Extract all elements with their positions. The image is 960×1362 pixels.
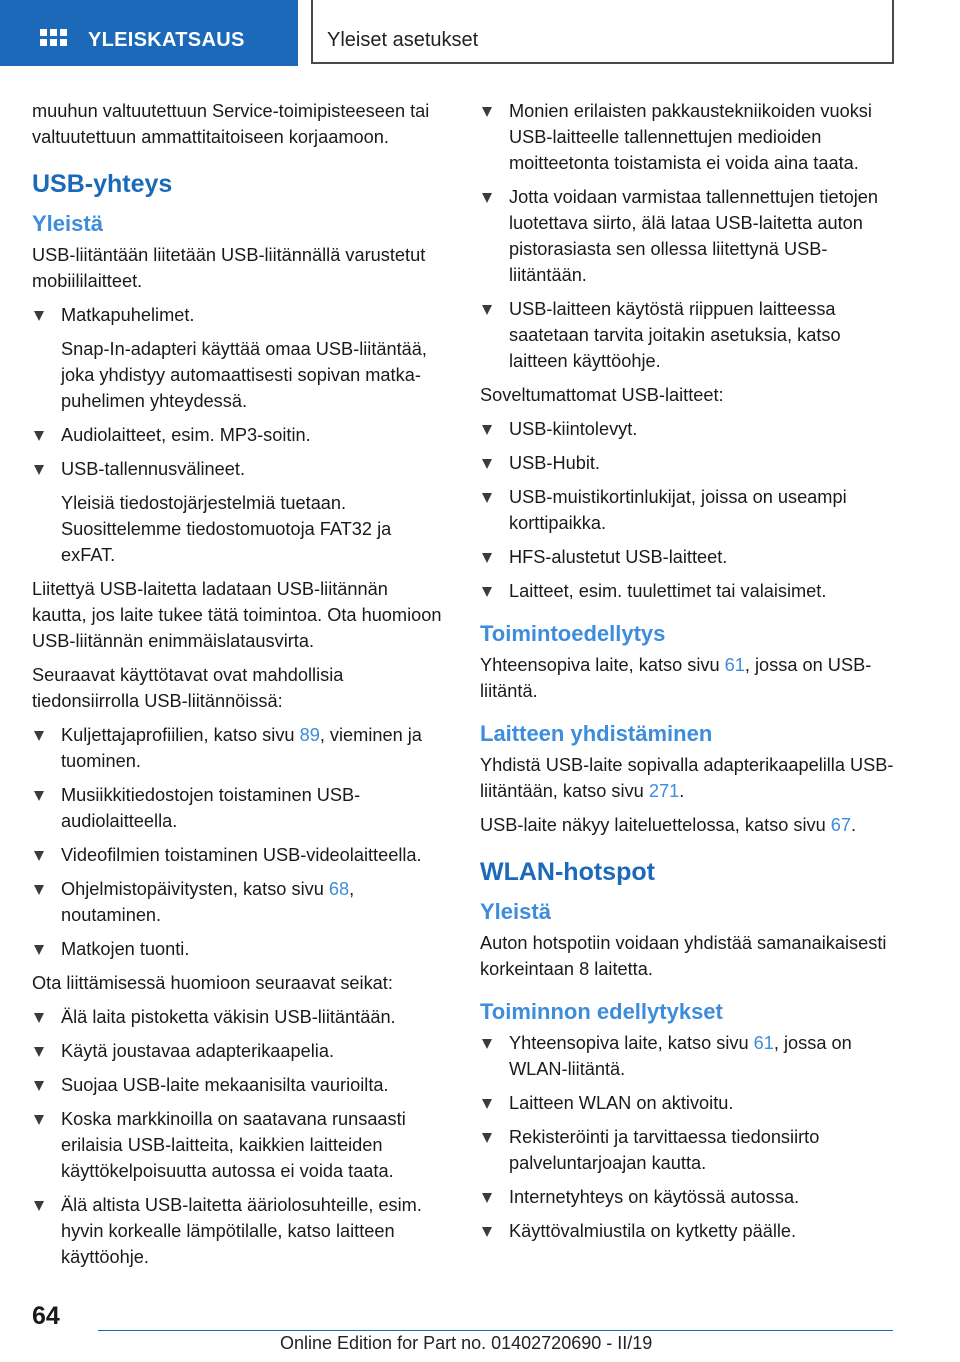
page-link[interactable]: 271 [648,781,680,801]
left-column [32,98,447,1278]
page-link[interactable]: 61 [753,1033,774,1053]
list-item: Audiolaitteet, esim. MP3-soitin. [32,422,447,448]
list-item: Laitteen WLAN on aktivoitu. [480,1090,900,1116]
topic-title: Yleiset asetukset [327,29,479,51]
list-item: Älä laita pistoketta väkisin USB-liitäntään. [32,1004,447,1030]
wlan-requirements-list [480,1030,900,1244]
page-link[interactable]: 67 [830,815,852,835]
list-item: Matkojen tuonti. [32,936,447,962]
wlan-heading: WLAN-hotspot [480,858,655,886]
list-item: Käyttövalmiustila on kytketty päälle. [480,1218,900,1244]
triangle-bullet-icon [34,885,44,895]
triangle-bullet-icon [482,305,492,315]
requirement-text: Yhteensopiva laite, katso sivu 61, jossa on USB-liitäntä. [480,655,872,701]
requirement-heading: Toimintoedellytys [480,621,666,646]
list-item: USB-kiintolevyt. [480,416,900,442]
list-item: USB-muistikortinlukijat, joissa on useampi korttipaikka. [480,484,900,536]
section-tab-label: YLEISKATSAUS [88,29,245,51]
edition-text: Online Edition for Part no. 01402720690 - II/19 [280,1333,653,1353]
connect-text: Yhdistä USB-laite sopivalla adapterikaapelilla USB-liitäntään, katso sivu 271. [480,755,894,801]
triangle-bullet-icon [34,791,44,801]
list-item: Musiikkitiedostojen toistaminen USB-audiolaitteella. [32,782,447,834]
list-item: USB-Hubit. [480,450,900,476]
triangle-bullet-icon [482,587,492,597]
list-item: Monien erilaisten pakkaustekniikoiden vuoksi USB-laitteelle tallennettujen medioiden moitteetonta toistamista ei voida aina taata. [480,98,900,176]
triangle-bullet-icon [34,851,44,861]
page-link[interactable]: 89 [299,725,320,745]
triangle-bullet-icon [482,1227,492,1237]
notes-list [32,1004,447,1270]
triangle-bullet-icon [482,107,492,117]
list-item: Matkapuhelimet. Snap-In-adapteri käyttää omaa USB-liitäntää, joka yhdistyy automaattisesti sopivan matka-puhelimen yhteydessä. [32,302,447,414]
triangle-bullet-icon [34,1081,44,1091]
triangle-bullet-icon [34,431,44,441]
footer-divider [98,1330,893,1331]
list-item: Älä altista USB-laitetta ääriolosuhteille, esim. hyvin korkealle lämpötilalle, katso laitteen käyttöohje. [32,1192,447,1270]
connect-heading: Laitteen yhdistäminen [480,721,713,746]
list-item: Jotta voidaan varmistaa tallennettujen tietojen luotettava siirto, älä lataa USB-laitetta auton pistorasiasta sen ollessa liitettynä USB-liitäntään. [480,184,900,288]
triangle-bullet-icon [34,1115,44,1125]
list-item: Käytä joustavaa adapterikaapelia. [32,1038,447,1064]
device-list-text: USB-laite näkyy laiteluettelossa, katso sivu 67. [480,815,857,835]
list-item: Rekisteröinti ja tarvittaessa tiedonsiirto palveluntarjoajan kautta. [480,1124,900,1176]
device-list [32,302,447,568]
section-tab[interactable] [0,0,298,66]
usb-heading: USB-yhteys [32,170,173,198]
triangle-bullet-icon [482,1133,492,1143]
page-number: 64 [32,1302,60,1330]
list-item: Yhteensopiva laite, katso sivu 61, jossa on WLAN-liitäntä. [480,1030,900,1082]
triangle-bullet-icon [34,1013,44,1023]
triangle-bullet-icon [482,1193,492,1203]
list-item: HFS-alustetut USB-laitteet. [480,544,900,570]
triangle-bullet-icon [482,553,492,563]
list-item: Kuljettajaprofiilien, katso sivu 89, vieminen ja tuominen. [32,722,447,774]
triangle-bullet-icon [482,1099,492,1109]
wlan-general-heading: Yleistä [480,899,551,924]
wlan-general-text: Auton hotspotiin voidaan yhdistää samanaikaisesti korkeintaan 8 laitetta. [480,933,887,979]
triangle-bullet-icon [34,1201,44,1211]
general-text: USB-liitäntään liitetään USB-liitännällä varustetut mobiililaitteet. [32,245,426,291]
triangle-bullet-icon [482,459,492,469]
wlan-requirements-heading: Toiminnon edellytykset [480,999,723,1024]
list-item: Suojaa USB-laite mekaanisilta vaurioilta. [32,1072,447,1098]
triangle-bullet-icon [482,193,492,203]
triangle-bullet-icon [34,731,44,741]
charge-text: Liitettyä USB-laitetta ladataan USB-liitännän kautta, jos laite tukee tätä toimintoa. Ota huomioon USB-liitännän enimmäislatausvirta. [32,579,442,651]
list-item: Laitteet, esim. tuulettimet tai valaisimet. [480,578,900,604]
list-item: USB-tallennusvälineet. Yleisiä tiedostojärjestelmiä tuetaan. Suosittelemme tiedostomuotoja FAT32 ja exFAT. [32,456,447,568]
right-column [480,98,900,1252]
triangle-bullet-icon [482,1039,492,1049]
list-item: Ohjelmistopäivitysten, katso sivu 68, noutaminen. [32,876,447,928]
general-heading: Yleistä [32,211,103,236]
list-item: Videofilmien toistaminen USB-videolaitteella. [32,842,447,868]
page-link[interactable]: 61 [724,655,745,675]
triangle-bullet-icon [34,945,44,955]
notes-list-continued [480,98,900,374]
unsuitable-list [480,416,900,604]
unsuitable-intro: Soveltumattomat USB-laitteet: [480,385,724,405]
intro-text: muuhun valtuutettuun Service-toimipisteeseen tai valtuutettuun ammattitaitoiseen korjaamoon. [32,101,430,147]
notes-intro: Ota liittämisessä huomioon seuraavat seikat: [32,973,393,993]
topic-header [311,0,894,64]
list-item: Internetyhteys on käytössä autossa. [480,1184,900,1210]
list-item: USB-laitteen käytöstä riippuen laitteessa saatetaan tarvita joitakin asetuksia, katso laitteen käyttöohje. [480,296,900,374]
uses-list [32,722,447,962]
uses-intro: Seuraavat käyttötavat ovat mahdollisia tiedonsiirrolla USB-liitännöissä: [32,665,344,711]
page-link[interactable]: 68 [328,879,350,899]
triangle-bullet-icon [34,1047,44,1057]
list-item: Koska markkinoilla on saatavana runsaasti erilaisia USB-laitteita, kaikkien laitteiden käyttökelpoisuutta autossa ei voida taata. [32,1106,447,1184]
triangle-bullet-icon [482,493,492,503]
triangle-bullet-icon [482,425,492,435]
triangle-bullet-icon [34,311,44,321]
triangle-bullet-icon [34,465,44,475]
